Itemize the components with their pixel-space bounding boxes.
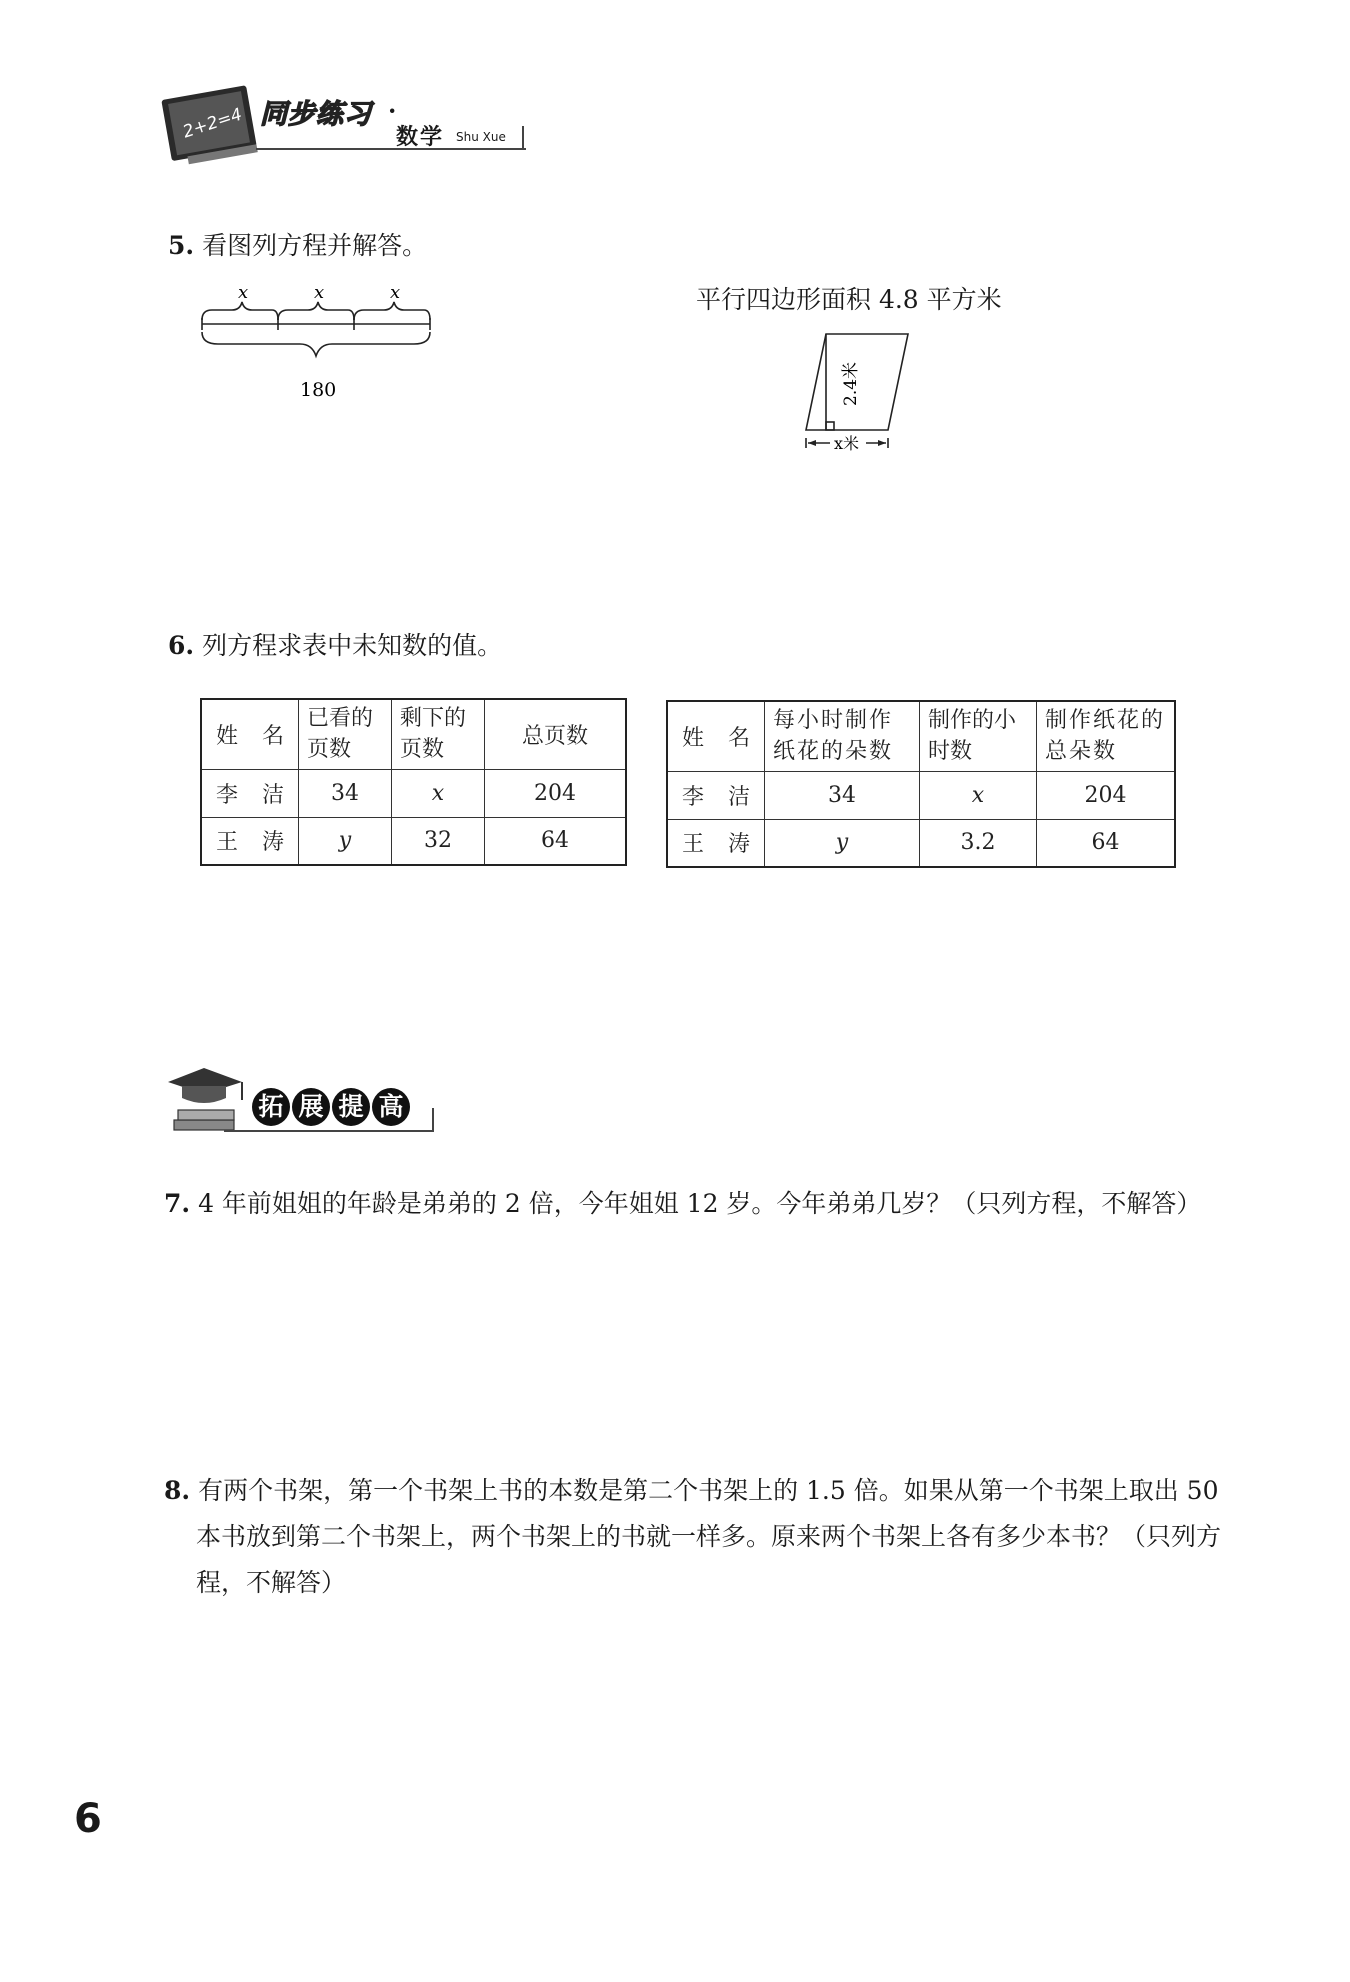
graduation-cap-icon [164,1064,254,1144]
title-dot: · [388,96,397,125]
segment-total: 180 [300,379,337,401]
question-5 [168,224,427,268]
question-6 [168,624,502,668]
table-row [201,817,626,865]
series-title: 同步练习 [260,99,372,130]
value-cell: 204 [485,769,627,817]
name-cell: 李 洁 [667,771,765,819]
table-row [201,769,626,817]
question-7 [164,1182,1226,1226]
question-text: 列方程求表中未知数的值。 [202,631,503,660]
question-8 [164,1468,1226,1606]
table-header-row [201,699,626,769]
value-cell: y [765,819,920,867]
extension-char: 拓 [252,1088,290,1126]
question-number: 7. [164,1189,191,1218]
segment-label-2: x [314,284,325,303]
page-header [160,78,530,168]
question-number: 6. [168,631,195,660]
extension-char: 高 [372,1088,410,1126]
value-cell: x [920,771,1037,819]
question-text: 有两个书架，第一个书架上书的本数是第二个书架上的 1.5 倍。如果从第一个书架上取出 50 本书放到第二个书架上，两个书架上的书就一样多。原来两个书架上各有多少本书？（只列方程，不解答） [196,1476,1222,1597]
header-cell: 制作纸花的总朵数 [1037,701,1176,771]
segment-label-1: x [238,284,249,303]
header-cell: 姓 名 [667,701,765,771]
value-cell: 204 [1037,771,1176,819]
value-cell: y [299,817,392,865]
header-cell: 制作的小时数 [920,701,1037,771]
header-underline [256,148,526,150]
value-cell: 32 [392,817,485,865]
height-label: 2.4米 [841,361,861,406]
value-cell: 34 [765,771,920,819]
value-cell: 34 [299,769,392,817]
extension-banner [164,1064,444,1144]
header-rule-end [522,126,524,150]
question-number: 8. [164,1476,191,1505]
chalkboard-icon [160,78,270,168]
segment-label-3: x [390,284,401,303]
extension-char: 展 [292,1088,330,1126]
banner-rule-end [432,1108,434,1132]
table-row [667,771,1175,819]
header-cell: 姓 名 [201,699,299,769]
header-cell: 已看的页数 [299,699,392,769]
value-cell: 64 [1037,819,1176,867]
name-cell: 王 涛 [667,819,765,867]
parallelogram-figure [796,326,926,456]
header-cell: 剩下的页数 [392,699,485,769]
parallelogram-caption: 平行四边形面积 4.8 平方米 [696,285,1002,314]
subject-label: 数学 [396,125,445,150]
value-cell: 3.2 [920,819,1037,867]
table-row [667,819,1175,867]
header-cell: 总页数 [485,699,627,769]
segment-brace-diagram [190,284,450,414]
page-number: 6 [74,1796,102,1842]
value-cell: 64 [485,817,627,865]
name-cell: 王 涛 [201,817,299,865]
header-cell: 每小时制作纸花的朵数 [765,701,920,771]
board-text: 2+2=4 [180,104,245,143]
reading-table [200,698,627,866]
value-cell: x [392,769,485,817]
question-number: 5. [168,231,195,260]
subject-pinyin: Shu Xue [456,130,506,144]
extension-char: 提 [332,1088,370,1126]
banner-underline [224,1130,434,1132]
question-text: 看图列方程并解答。 [202,231,428,260]
name-cell: 李 洁 [201,769,299,817]
paper-flower-table [666,700,1176,868]
table-header-row [667,701,1175,771]
question-text: 4 年前姐姐的年龄是弟弟的 2 倍，今年姐姐 12 岁。今年弟弟几岁？（只列方程，不解答） [198,1189,1202,1218]
base-label: x米 [834,434,860,453]
